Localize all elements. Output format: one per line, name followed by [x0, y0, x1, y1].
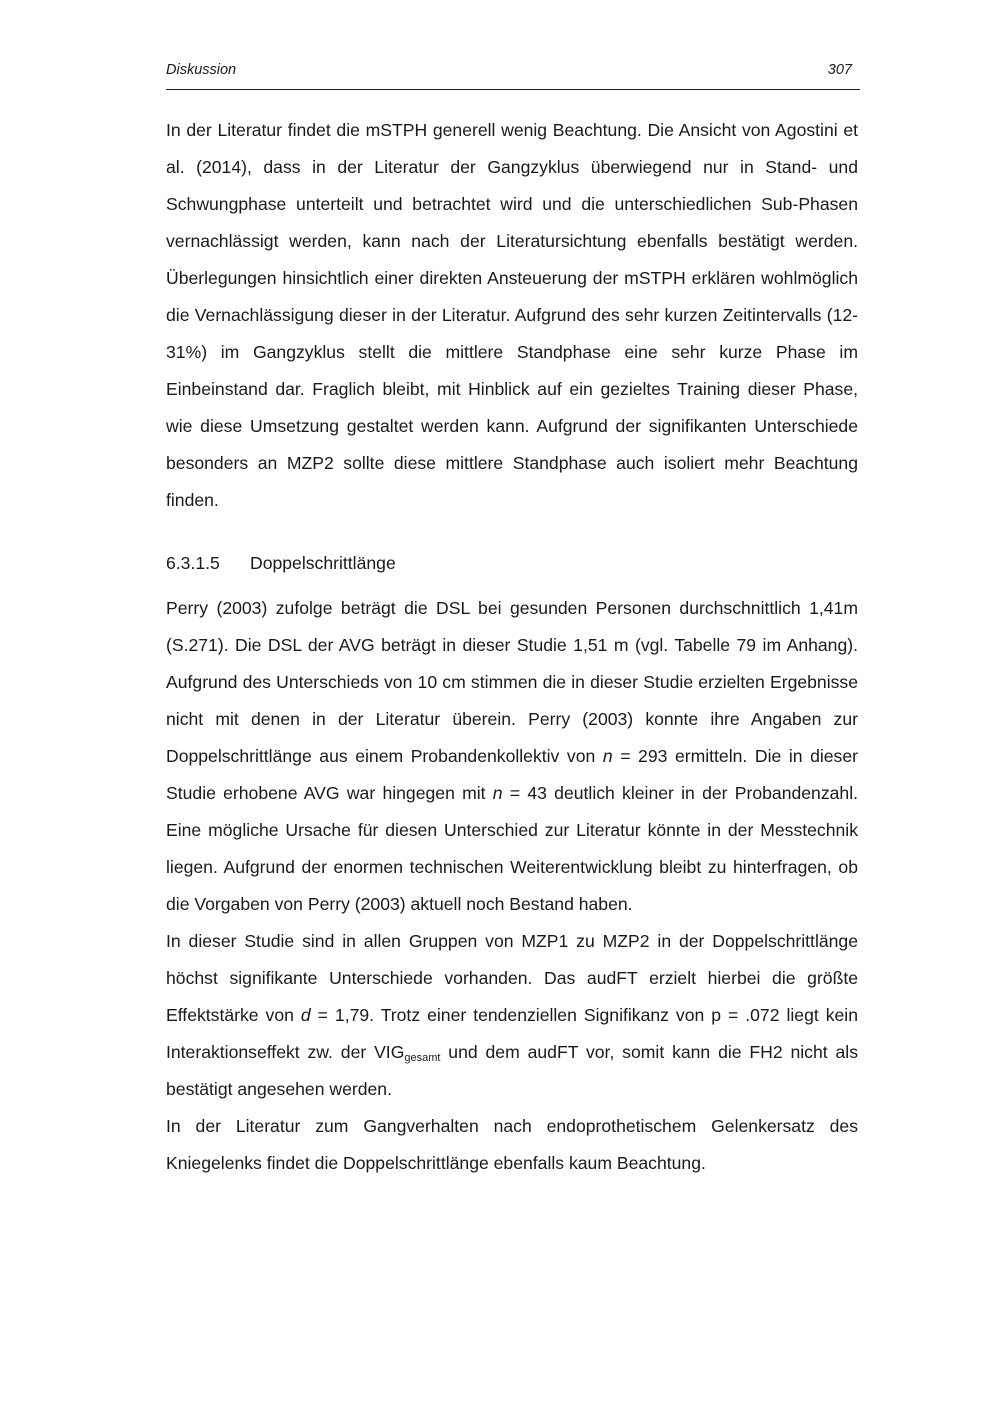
section-heading	[166, 545, 858, 582]
text-run: und dem audFT vor, somit kann die FH2 nicht als bestätigt angesehen werden.	[166, 1042, 858, 1099]
running-header	[166, 60, 860, 90]
paragraph-dsl-literature	[166, 590, 858, 923]
italic-d: d	[300, 1005, 311, 1025]
text-run: = 1,79. Trotz einer tendenziellen Signifikanz von p = .072 liegt kein Interaktionseffekt zw. der VIG	[166, 1005, 858, 1062]
page-number: 307	[827, 62, 852, 78]
text-run: = 293 ermitteln. Die in dieser Studie erhobene AVG war hingegen mit	[166, 746, 858, 803]
text-run: Perry (2003) zufolge beträgt die DSL bei gesunden Personen durchschnittlich 1,41m (S.271). Die DSL der AVG beträgt in dieser Studie 1,51 m (vgl. Tabelle 79 im Anhang). Aufgrund des Unterschieds von 10 cm stimmen die in dieser Studie erzielten Ergebnisse nicht mit denen in der Literatur überein. Perry (2003) konnte ihre Angaben zur Doppelschrittlänge aus einem Probandenkollektiv von	[166, 598, 858, 766]
section-number: 6.3.1.5	[166, 553, 220, 573]
section-title: Doppelschrittlänge	[250, 553, 396, 573]
text-run: In dieser Studie sind in allen Gruppen von MZP1 zu MZP2 in der Doppelschrittlänge höchst signifikante Unterschiede vorhanden. Das audFT erzielt hierbei die größte Effektstärke von	[166, 931, 858, 1025]
page-body	[166, 112, 858, 1182]
paragraph-mstph: In der Literatur findet die mSTPH generell wenig Beachtung. Die Ansicht von Agostini et al. (2014), dass in der Literatur der Gangzyklus überwiegend nur in Stand- und Schwungphase unterteilt und betrachtet wird und die unterschiedlichen Sub-Phasen vernachlässigt werden, kann nach der Literatursichtung ebenfalls bestätigt werden. Überlegungen hinsichtlich einer direkten Ansteuerung der mSTPH erklären wohlmöglich die Vernachlässigung dieser in der Literatur. Aufgrund des sehr kurzen Zeitintervalls (12-31%) im Gangzyklus stellt die mittlere Standphase eine sehr kurze Phase im Einbeinstand dar. Fraglich bleibt, mit Hinblick auf ein gezieltes Training dieser Phase, wie diese Umsetzung gestaltet werden kann. Aufgrund der signifikanten Unterschiede besonders an MZP2 sollte diese mittlere Standphase auch isoliert mehr Beachtung finden.	[166, 120, 858, 510]
paragraph-dsl-knee: In der Literatur zum Gangverhalten nach endoprothetischem Gelenkersatz des Kniegelenks findet die Doppelschrittlänge ebenfalls kaum Beachtung.	[166, 1116, 858, 1173]
text-run: = 43 deutlich kleiner in der Probandenzahl. Eine mögliche Ursache für diesen Unterschied zur Literatur könnte in der Messtechnik liegen. Aufgrund der enormen technischen Weiterentwicklung bleibt zu hinterfragen, ob die Vorgaben von Perry (2003) aktuell noch Bestand haben.	[166, 783, 858, 914]
italic-n: n	[602, 746, 613, 766]
paragraph-dsl-results	[166, 923, 858, 1108]
header-section-title: Diskussion	[166, 62, 237, 78]
italic-n: n	[492, 783, 503, 803]
subscript-gesamt: gesamt	[404, 1052, 441, 1064]
